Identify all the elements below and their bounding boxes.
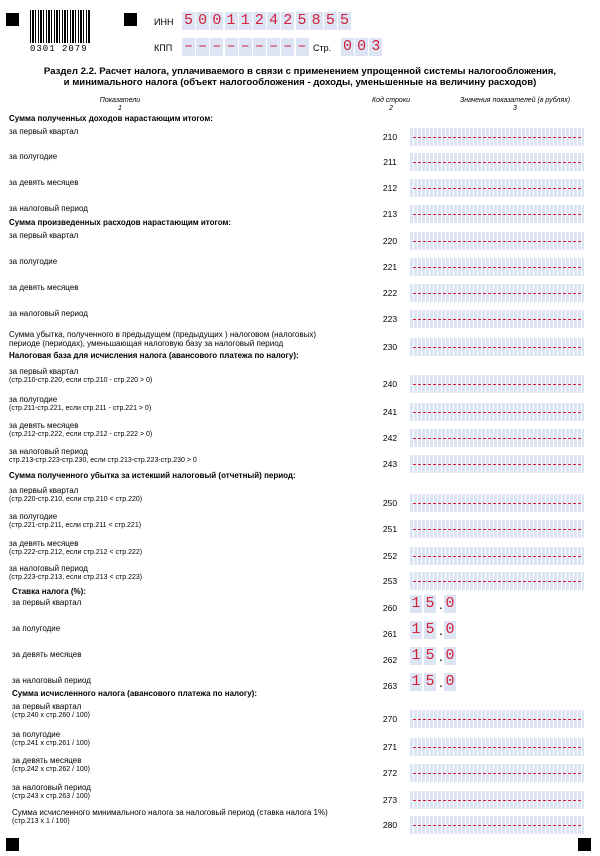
row-code: 222 — [382, 288, 398, 298]
decimal-point: . — [439, 674, 443, 690]
tax-rate-field[interactable] — [410, 647, 458, 665]
inn-label: ИНН — [154, 17, 174, 27]
digit-cell: – — [297, 38, 307, 55]
empty-dash-line — [413, 384, 581, 385]
registration-marker-bottom-left — [6, 838, 19, 851]
empty-dash-line — [413, 747, 581, 748]
row-label-text: за полугодие — [9, 395, 58, 404]
row-label — [9, 309, 88, 318]
row-formula: (стр.242 х стр.262 / 100) — [12, 766, 91, 773]
digit-cell: 4 — [269, 12, 279, 29]
row-label — [9, 564, 142, 582]
digit-cell: 1 — [226, 12, 236, 29]
digit-cell: 5 — [425, 673, 435, 690]
empty-dash-line — [413, 347, 581, 348]
amount-field[interactable] — [410, 338, 584, 356]
empty-dash-line — [413, 319, 581, 320]
amount-field[interactable] — [410, 816, 584, 834]
row-label-text: за полугодие — [12, 624, 61, 633]
digit-cell: 2 — [254, 12, 264, 29]
digit-cell: 5 — [183, 12, 193, 29]
row-code: 260 — [382, 603, 398, 613]
empty-dash-line — [413, 800, 581, 801]
row-formula: (стр.213 х 1 / 100) — [12, 818, 70, 825]
row-code: 243 — [382, 459, 398, 469]
digit-cell: 5 — [325, 12, 335, 29]
amount-field[interactable] — [410, 375, 584, 393]
empty-dash-line — [413, 556, 581, 557]
row-code: 212 — [382, 183, 398, 193]
row-label — [9, 178, 78, 187]
empty-dash-line — [413, 162, 581, 163]
decimal-point: . — [439, 648, 443, 664]
row-label-text: за налоговый период — [9, 564, 88, 573]
digit-cell: 5 — [297, 12, 307, 29]
row-formula: (стр.240 х стр.260 / 100) — [12, 712, 91, 719]
amount-field[interactable] — [410, 403, 584, 421]
column-header-indicators: Показатели 1 — [99, 97, 141, 112]
row-code: 253 — [382, 576, 398, 586]
row-label — [9, 204, 88, 213]
empty-dash-line — [413, 825, 581, 826]
empty-dash-line — [413, 137, 581, 138]
row-code: 270 — [382, 714, 398, 724]
row-code: 211 — [383, 157, 397, 167]
row-label — [9, 512, 141, 530]
digit-cell: 5 — [425, 621, 435, 638]
row-code: 251 — [382, 524, 398, 534]
row-label-text: за налоговый период — [9, 309, 88, 318]
row-label — [12, 676, 91, 685]
empty-dash-line — [413, 241, 581, 242]
amount-field[interactable] — [410, 710, 584, 728]
section-heading: Сумма полученного убытка за истекший налоговый (отчетный) период: — [9, 471, 296, 480]
row-label-text: за налоговый период — [12, 783, 91, 792]
row-label — [9, 231, 78, 240]
row-code: 230 — [382, 342, 398, 352]
row-formula: (стр.222-стр.212, если стр.212 < стр.222) — [9, 549, 143, 556]
row-label-text: за налоговый период — [9, 204, 88, 213]
row-code: 261 — [382, 629, 398, 639]
row-formula: (стр.220-стр.210, если стр.210 < стр.220) — [9, 496, 143, 503]
row-label — [12, 783, 91, 801]
row-label-text: за девять месяцев — [12, 756, 82, 765]
digit-cell: 1 — [240, 12, 250, 29]
row-label-text: за девять месяцев — [9, 178, 79, 187]
row-formula: (стр.243 х стр.263 / 100) — [12, 793, 91, 800]
amount-field[interactable] — [410, 791, 584, 809]
row-code: 280 — [382, 820, 398, 830]
digit-cell: – — [198, 38, 208, 55]
row-code: 213 — [382, 209, 398, 219]
decimal-point: . — [439, 596, 443, 612]
row-formula: (стр.210-стр.220, если стр.210 - стр.220 > 0) — [9, 377, 153, 384]
row-label-text: за налоговый период — [9, 447, 88, 456]
row-label-text-continued: периоде (периодах), уменьшающая налоговую базу за налоговый период — [9, 339, 284, 348]
row-label-text: за первый квартал — [9, 486, 79, 495]
digit-cell: 3 — [371, 38, 381, 55]
tax-rate-field[interactable] — [410, 673, 458, 691]
empty-dash-line — [413, 464, 581, 465]
row-label-text: за полугодие — [9, 257, 58, 266]
decimal-point: . — [439, 622, 443, 638]
row-label-text: за налоговый период — [12, 676, 91, 685]
row-code: 263 — [382, 681, 398, 691]
empty-dash-line — [413, 773, 581, 774]
section-heading: Налоговая база для исчисления налога (авансового платежа по налогу): — [9, 351, 299, 360]
tax-rate-field[interactable] — [410, 621, 458, 639]
digit-cell: 1 — [411, 595, 421, 612]
digit-cell: 5 — [340, 12, 350, 29]
digit-cell: – — [226, 38, 236, 55]
digit-cell: – — [240, 38, 250, 55]
amount-field[interactable] — [410, 520, 584, 538]
section-heading: Сумма исчисленного налога (авансового платежа по налогу): — [12, 689, 257, 698]
row-label — [12, 598, 81, 607]
row-label — [12, 808, 328, 826]
empty-dash-line — [413, 719, 581, 720]
row-code: 240 — [382, 379, 398, 389]
tax-rate-field[interactable] — [410, 595, 458, 613]
row-code: 221 — [382, 262, 398, 272]
row-label-text: за полугодие — [12, 730, 61, 739]
amount-field[interactable] — [410, 205, 584, 223]
row-formula: (стр.223-стр.213, если стр.213 < стр.223) — [9, 574, 143, 581]
amount-field[interactable] — [410, 572, 584, 590]
row-code: 210 — [382, 132, 398, 142]
row-label — [9, 395, 151, 413]
registration-marker-top-left — [6, 13, 19, 26]
row-code: 242 — [382, 433, 398, 443]
digit-cell: 0 — [445, 673, 455, 690]
row-label — [9, 283, 78, 292]
kpp-field[interactable] — [182, 38, 310, 56]
row-label — [9, 330, 316, 348]
row-label — [12, 730, 90, 748]
row-formula: стр.213-стр.223-стр.230, если стр.213-стр.223-стр.230 > 0 — [9, 457, 197, 464]
row-label-text: за девять месяцев — [9, 283, 79, 292]
row-label-text: за полугодие — [9, 152, 58, 161]
page-number-field[interactable] — [341, 38, 384, 56]
empty-dash-line — [413, 529, 581, 530]
digit-cell: 0 — [212, 12, 222, 29]
registration-marker-top-right — [124, 13, 137, 26]
row-code: 272 — [382, 768, 398, 778]
row-label-text: за девять месяцев — [9, 421, 79, 430]
amount-field[interactable] — [410, 547, 584, 565]
row-label-text: за полугодие — [9, 512, 58, 521]
kpp-label: КПП — [154, 43, 173, 53]
empty-dash-line — [413, 503, 581, 504]
inn-field[interactable] — [182, 12, 352, 30]
digit-cell: 0 — [342, 38, 352, 55]
digit-cell: – — [254, 38, 264, 55]
row-formula: (стр.241 х стр.261 / 100) — [12, 740, 91, 747]
row-label — [9, 486, 142, 504]
empty-dash-line — [413, 293, 581, 294]
row-code: 220 — [382, 236, 398, 246]
row-label — [12, 650, 81, 659]
row-label — [12, 702, 90, 720]
row-label — [9, 421, 152, 439]
row-formula: (стр.221-стр.211, если стр.211 < стр.221) — [9, 522, 142, 529]
row-code: 223 — [382, 314, 398, 324]
row-label — [9, 367, 152, 385]
digit-cell: 0 — [445, 621, 455, 638]
empty-dash-line — [413, 438, 581, 439]
amount-field[interactable] — [410, 455, 584, 473]
digit-cell: 5 — [425, 647, 435, 664]
digit-cell: 0 — [198, 12, 208, 29]
amount-field[interactable] — [410, 258, 584, 276]
empty-dash-line — [413, 267, 581, 268]
digit-cell: 8 — [311, 12, 321, 29]
row-label — [12, 624, 60, 633]
section-heading: Сумма произведенных расходов нарастающим итогом: — [9, 218, 232, 227]
row-label-text: за первый квартал — [9, 367, 79, 376]
column-header-values: Значения показателей (в рублях) 3 — [459, 97, 571, 112]
barcode-number: 0301 2079 — [30, 44, 88, 54]
digit-cell: – — [283, 38, 293, 55]
digit-cell: 1 — [411, 673, 421, 690]
barcode — [30, 10, 90, 43]
digit-cell: – — [269, 38, 279, 55]
row-code: 273 — [382, 795, 398, 805]
row-code: 250 — [382, 498, 398, 508]
digit-cell: – — [212, 38, 222, 55]
digit-cell: – — [183, 38, 193, 55]
row-label-text: за девять месяцев — [12, 650, 82, 659]
amount-field[interactable] — [410, 179, 584, 197]
digit-cell: 5 — [425, 595, 435, 612]
row-code: 252 — [382, 551, 398, 561]
empty-dash-line — [413, 188, 581, 189]
row-label — [9, 257, 57, 266]
row-label — [9, 152, 57, 161]
registration-marker-bottom-right — [578, 838, 591, 851]
empty-dash-line — [413, 412, 581, 413]
row-label — [9, 447, 197, 465]
digit-cell: 0 — [445, 595, 455, 612]
row-label-text: за первый квартал — [9, 127, 79, 136]
amount-field[interactable] — [410, 738, 584, 756]
amount-field[interactable] — [410, 284, 584, 302]
amount-field[interactable] — [410, 429, 584, 447]
row-label — [9, 127, 78, 136]
digit-cell: 2 — [283, 12, 293, 29]
digit-cell: 1 — [411, 647, 421, 664]
row-label — [12, 756, 90, 774]
empty-dash-line — [413, 581, 581, 582]
row-formula: (стр.211-стр.221, если стр.211 - стр.221 > 0) — [9, 405, 152, 412]
row-formula: (стр.212-стр.222, если стр.212 - стр.222 > 0) — [9, 431, 153, 438]
row-label-text: за первый квартал — [9, 231, 79, 240]
amount-field[interactable] — [410, 153, 584, 171]
section-heading: Ставка налога (%): — [12, 587, 86, 596]
digit-cell: 0 — [445, 647, 455, 664]
digit-cell: 0 — [357, 38, 367, 55]
amount-field[interactable] — [410, 232, 584, 250]
amount-field[interactable] — [410, 494, 584, 512]
amount-field[interactable] — [410, 310, 584, 328]
row-label-text: Сумма убытка, полученного в предыдущем (предыдущих ) налоговом (налоговых) — [9, 330, 317, 339]
row-label-text: за первый квартал — [12, 702, 82, 711]
row-code: 262 — [382, 655, 398, 665]
column-header-code: Код строки 2 — [371, 97, 411, 112]
amount-field[interactable] — [410, 128, 584, 146]
row-label-text: Сумма исчисленного минимального налога за налоговый период (ставка налога 1%) — [12, 808, 328, 817]
section-heading: Сумма полученных доходов нарастающим итогом: — [9, 114, 213, 123]
section-title: Раздел 2.2. Расчет налога, уплачиваемого в связи с применением упрощенной системы налогообложения, и минимального налога (объект налогообложения - доходы, уменьшенные на величину расходов) — [43, 66, 557, 88]
page-label: Стр. — [313, 43, 332, 53]
row-label-text: за девять месяцев — [9, 539, 79, 548]
empty-dash-line — [413, 214, 581, 215]
row-code: 271 — [382, 742, 398, 752]
amount-field[interactable] — [410, 764, 584, 782]
row-label-text: за первый квартал — [12, 598, 82, 607]
row-label — [9, 539, 142, 557]
digit-cell: 1 — [411, 621, 421, 638]
row-code: 241 — [382, 407, 398, 417]
